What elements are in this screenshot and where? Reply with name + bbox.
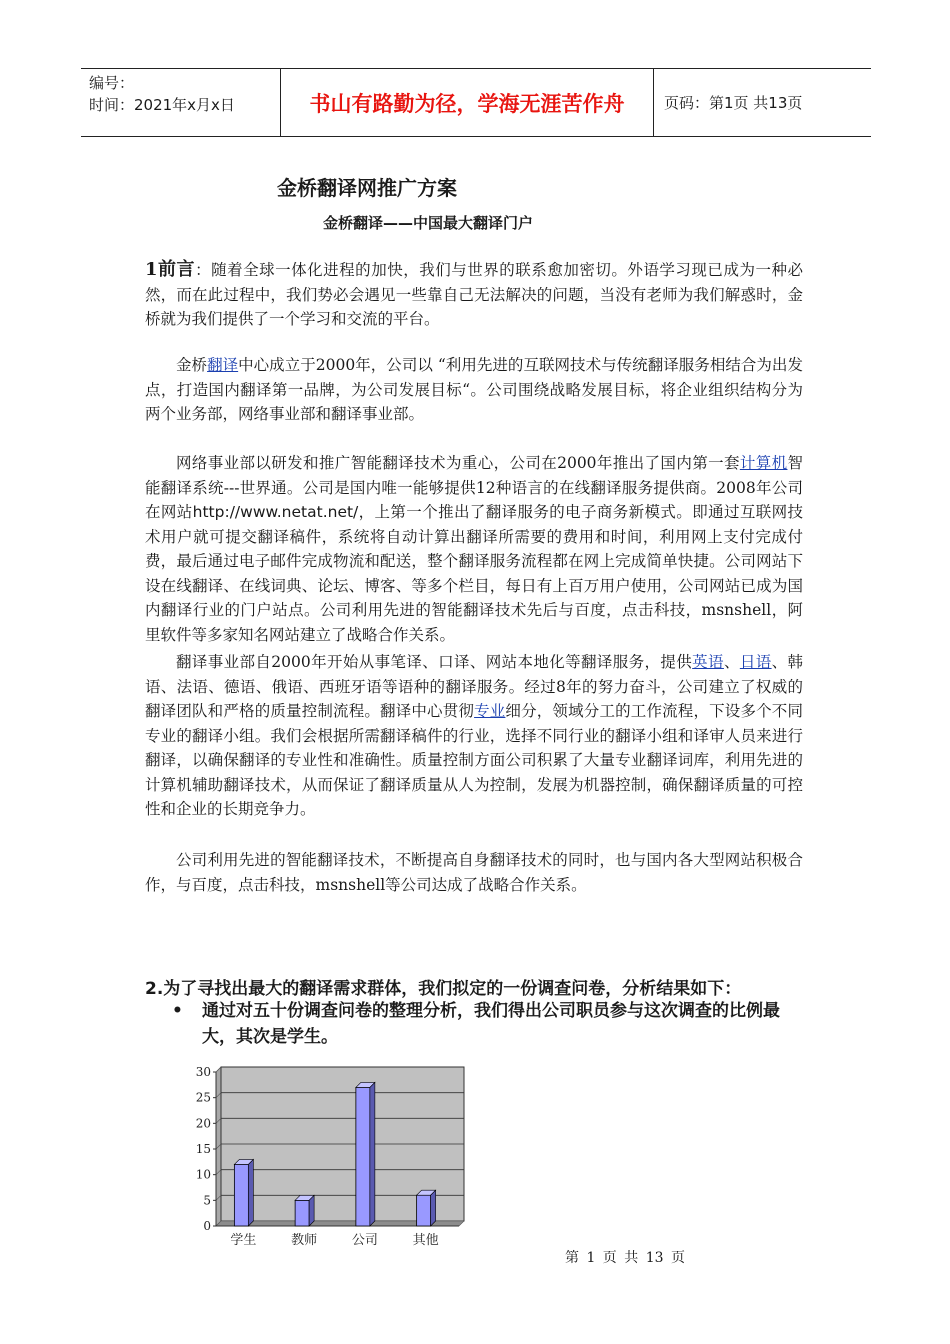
paragraph-translation-division [145,650,803,822]
bar [234,1164,248,1226]
x-tick-label: 其他 [412,1233,439,1248]
page-header [81,68,871,137]
link-specialty[interactable]: 专业 [474,702,506,720]
text-run: 细分，领域分工的工作流程，下设多个不同专业的翻译小组。我们会根据所需翻译稿件的行业，选择不同行业的翻译小组和译审人员来进行翻译，以确保翻译的专业性和准确性。质量控制方面公司积累了大量专业翻译词库，利用先进的计算机辅助翻译技术，从而保证了翻译质量从人为控制，发展为机器控制，确保翻译质量的可控性和企业的长期竞争力。 [145,702,803,818]
doc-date-label: 时间：2021年x月x日 [89,96,235,114]
text-run: 翻译事业部自2000年开始从事笔译、口译、网站本地化等翻译服务，提供 [176,653,693,671]
header-motto: 书山有路勤为径，学海无涯苦作舟 [281,69,654,136]
y-tick-label: 0 [203,1219,211,1233]
page-footer: 第 1 页 共 13 页 [565,1250,685,1266]
link-japanese[interactable]: 日语 [739,653,772,671]
text-run: 、韩语、法语、德语、俄语、西班牙语等语种的翻译服务。经过8年的努力奋斗，公司建立了权威的翻译团队和严格的质量控制流程。翻译中心贯彻 [145,653,803,720]
bar-side [309,1195,314,1226]
bar [295,1200,309,1226]
header-meta [81,69,281,136]
link-computer[interactable]: 计算机 [739,454,788,472]
section-2-heading: 2.为了寻找出最大的翻译需求群体，我们拟定的一份调查问卷，分析结果如下： [145,979,742,999]
survey-bar-chart [190,1062,490,1252]
text-run: 、 [723,653,740,671]
text-run: 智能翻译系统---世界通。公司是国内唯一能够提供12种语言的在线翻译服务提供商。2008年公司在网站 [145,454,803,521]
website-url: http://www.netat.net/ [192,503,359,521]
x-tick-label: 公司 [351,1233,378,1248]
intro-text: ：随着全球一体化进程的加快，我们与世界的联系愈加密切。外语学习现已成为一种必然，而在此过程中，我们势必会遇见一些靠自己无法解决的问题，当没有老师为我们解惑时，金桥就为我们提供了一个学习和交流的平台。 [145,261,803,328]
bullet-dot-icon: • [172,1001,183,1021]
header-page-info: 页码：第1页 共13页 [664,94,803,112]
intro-paragraph [145,258,803,332]
text-run: 金桥 [176,356,208,374]
bar [356,1087,370,1226]
link-english[interactable]: 英语 [692,653,724,671]
text-run: 网络事业部以研发和推广智能翻译技术为重心，公司在2000年推出了国内第一套 [176,454,740,472]
y-tick-label: 10 [195,1167,211,1182]
link-translation[interactable]: 翻译 [207,356,239,374]
x-tick-label: 教师 [291,1233,318,1248]
bullet-item [172,998,812,1050]
bar-side [431,1190,436,1226]
doc-subtitle: 金桥翻译——中国最大翻译门户 [323,214,534,232]
x-tick-label: 学生 [230,1233,257,1248]
doc-title: 金桥翻译网推广方案 [277,176,457,200]
y-tick-label: 30 [195,1065,211,1079]
paragraph-company [145,353,803,427]
text-run: ，上第一个推出了翻译服务的电子商务新模式。即通过互联网技术用户就可提交翻译稿件，系统将自动计算出翻译所需要的费用和时间，利用网上支付完成付费，最后通过电子邮件完成物流和配送，整个翻译服务流程都在网上完成简单快捷。公司网站下设在线翻译、在线词典、论坛、博客、等多个栏目，每日有上百万用户使用，公司网站已成为国内翻译行业的门户站点。公司利用先进的智能翻译技术先后与百度，点击科技，msnshell，阿里软件等多家知名网站建立了战略合作关系。 [145,503,803,644]
y-tick-label: 25 [195,1090,211,1105]
text-run: 中心成立于2000年，公司以 “利用先进的互联网技术与传统翻译服务相结合为出发点，打造国内翻译第一品牌，为公司发展目标“。公司围绕战略发展目标，将企业组织结构分为两个业务部，网络事业部和翻译事业部。 [145,356,803,423]
doc-number-label: 编号： [89,74,135,92]
bar [417,1195,431,1226]
bar-side [248,1159,253,1226]
paragraph-partnership: 公司利用先进的智能翻译技术，不断提高自身翻译技术的同时，也与国内各大型网站积极合作，与百度，点击科技，msnshell等公司达成了战略合作关系。 [145,851,803,894]
y-tick-label: 15 [195,1142,211,1156]
bar-side [370,1082,375,1226]
y-tick-label: 5 [203,1193,211,1208]
intro-lead: 1前言 [145,259,196,280]
paragraph-network-division [145,451,803,647]
bullet-text: 通过对五十份调查问卷的整理分析，我们得出公司职员参与这次调查的比例最大，其次是学生。 [202,1001,780,1047]
y-tick-label: 20 [195,1116,211,1131]
